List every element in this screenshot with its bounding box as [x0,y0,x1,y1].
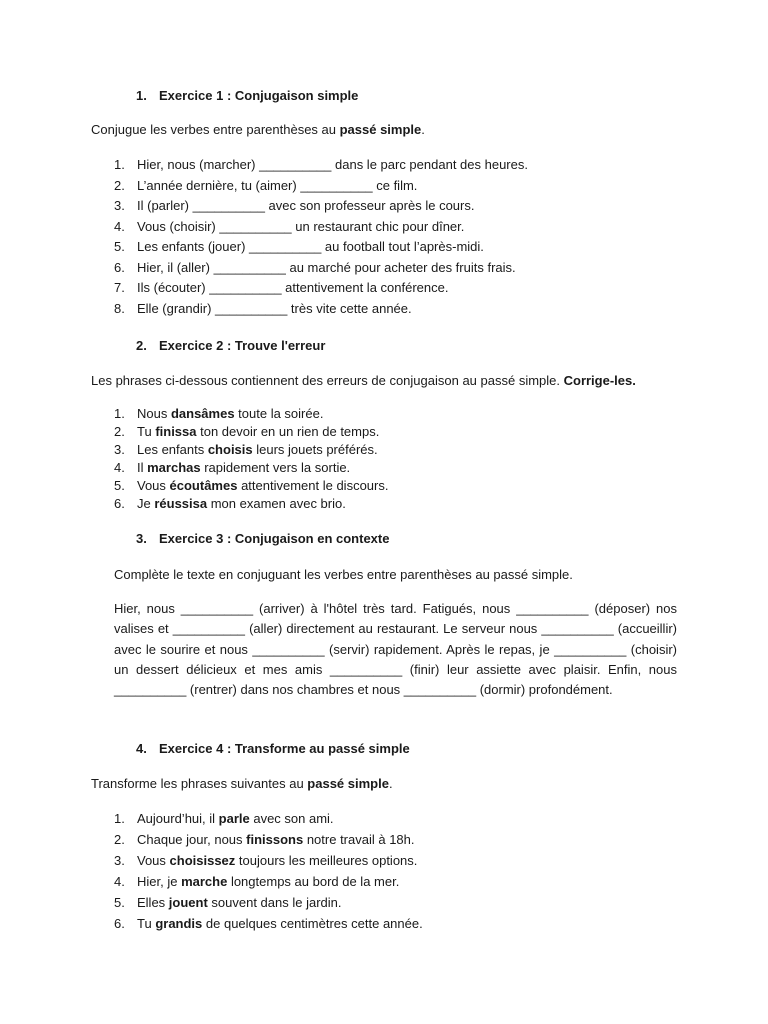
exercise-3-title: Exercice 3 : Conjugaison en contexte [159,531,390,546]
list-item-number: 4. [114,460,125,475]
list-item-number: 4. [114,874,125,889]
instruction-text: Les phrases ci-dessous contiennent des erreurs de conjugaison au passé simple. [91,373,564,388]
list-item-number: 2. [114,424,125,439]
list-item-text: Vous [137,853,170,868]
verb-bold: marche [181,874,228,889]
list-item-number: 5. [114,239,125,254]
list-item-text: rapidement vers la sortie. [200,460,351,475]
exercise-3-text: Hier, nous __________ (arriver) à l'hôtel très tard. Fatigués, nous __________ (déposer) nos valises et __________ (aller) directement au restaurant. Le serveur nous __________ (accueillir) avec le sourire et nous __________ (servir) rapidement. Après le repas, je __________ (choisir) un dessert délicieux et mes amis __________ (finir) leur assiette avec plaisir. Enfin, nous __________ (rentrer) dans nos chambres et nous __________ (dormir) profondément. [114,601,677,698]
verb-bold: grandis [155,916,203,931]
list-item-text: souvent dans le jardin. [207,895,342,910]
list-item-text: Les enfants [137,442,208,457]
list-item-number: 3. [114,442,125,457]
exercise-4-heading [136,741,410,758]
instruction-text: Conjugue les verbes entre parenthèses au [91,122,340,137]
list-item [114,477,388,495]
list-item-text: Les enfants (jouer) __________ au football tout l’après-midi. [137,239,484,254]
list-item [114,258,528,279]
list-item-number: 8. [114,300,125,316]
exercise-4-list [114,808,423,934]
verb-bold: finissa [155,424,197,439]
instruction-bold: Corrige-les. [563,373,636,388]
instruction-end: . [388,776,393,791]
list-item-text: L’année dernière, tu (aimer) __________ ce film. [137,177,418,193]
verb-bold: marchas [147,460,201,475]
exercise-1-instruction [91,122,691,139]
list-item-number: 5. [114,895,125,910]
exercise-3-instruction: Complète le texte en conjuguant les verbes entre parenthèses au passé simple. [114,567,573,582]
list-item-text: Je [137,496,155,511]
list-item [114,913,423,934]
exercise-2-number: 2. [136,338,147,353]
list-item-number: 1. [114,157,125,172]
list-item [114,155,528,176]
list-item-number: 7. [114,280,125,295]
verb-bold: réussisa [154,496,208,511]
list-item-text: Aujourd’hui, il [137,811,219,826]
verb-bold: choisis [207,442,253,457]
exercise-1-heading [136,88,358,105]
instruction-bold: passé simple [339,122,422,137]
list-item-text: Hier, je [137,874,182,889]
list-item-text: Chaque jour, nous [137,832,247,847]
exercise-4-number: 4. [136,741,147,756]
exercise-2-list [114,405,388,513]
list-item-number: 3. [114,198,125,213]
exercise-2-instruction [91,373,691,390]
list-item-text: Nous [137,406,171,421]
list-item-text: longtemps au bord de la mer. [227,874,400,889]
list-item [114,237,528,258]
list-item-text: Ils (écouter) __________ attentivement la conférence. [137,280,449,295]
list-item-number: 6. [114,496,125,511]
verb-bold: choisissez [169,853,236,868]
list-item-text: Tu [137,424,156,439]
list-item-number: 3. [114,853,125,868]
instruction-bold: passé simple [307,776,389,791]
exercise-1-title: Exercice 1 : Conjugaison simple [159,88,359,103]
list-item [114,441,388,459]
list-item-text: ton devoir en un rien de temps. [196,424,380,439]
exercise-1-list [114,155,528,319]
instruction-text: Transforme les phrases suivantes au [91,776,308,791]
list-item-text: toute la soirée. [234,406,324,421]
instruction-end: . [421,122,425,137]
list-item [114,196,528,217]
exercise-2-title: Exercice 2 : Trouve l'erreur [159,338,326,353]
list-item-text: notre travail à 18h. [303,832,415,847]
list-item [114,850,423,871]
list-item [114,299,528,320]
list-item-number: 1. [114,406,125,421]
list-item-text: Hier, nous (marcher) __________ dans le parc pendant des heures. [137,157,528,172]
list-item [114,892,423,913]
list-item-text: Il [137,460,148,475]
list-item [114,495,388,513]
list-item [114,405,388,423]
list-item-number: 5. [114,478,125,493]
verb-bold: jouent [168,895,208,910]
list-item-number: 4. [114,218,125,234]
exercise-4-instruction [91,776,691,793]
exercise-3-heading [136,531,389,548]
list-item-text: leurs jouets préférés. [252,442,378,457]
list-item [114,459,388,477]
list-item-text: attentivement le discours. [237,478,389,493]
list-item-text: Elles [137,895,169,910]
list-item [114,829,423,850]
list-item-number: 2. [114,177,125,193]
list-item-text: Tu [137,916,156,931]
verb-bold: finissons [246,832,304,847]
exercise-1-number: 1. [136,88,147,103]
exercise-4-title: Exercice 4 : Transforme au passé simple [159,741,410,756]
list-item [114,871,423,892]
list-item [114,278,528,299]
list-item-text: toujours les meilleures options. [235,853,418,868]
exercise-2-heading [136,338,325,355]
list-item-number: 2. [114,832,125,847]
list-item-text: de quelques centimètres cette année. [202,916,423,931]
list-item [114,176,528,197]
verb-bold: écoutâmes [169,478,238,493]
list-item [114,808,423,829]
list-item [114,423,388,441]
list-item-text: Vous [137,478,170,493]
list-item-number: 1. [114,811,125,826]
list-item-text: Hier, il (aller) __________ au marché pour acheter des fruits frais. [137,259,516,275]
list-item-text: avec son ami. [249,811,334,826]
exercise-3-number: 3. [136,531,147,546]
verb-bold: dansâmes [170,406,235,421]
list-item-text: Vous (choisir) __________ un restaurant chic pour dîner. [137,218,465,234]
list-item [114,217,528,238]
verb-bold: parle [218,811,250,826]
list-item-text: mon examen avec brio. [207,496,346,511]
list-item-number: 6. [114,916,125,931]
list-item-number: 6. [114,259,125,275]
list-item-text: Il (parler) __________ avec son professeur après le cours. [137,198,475,213]
list-item-text: Elle (grandir) __________ très vite cette année. [137,300,412,316]
